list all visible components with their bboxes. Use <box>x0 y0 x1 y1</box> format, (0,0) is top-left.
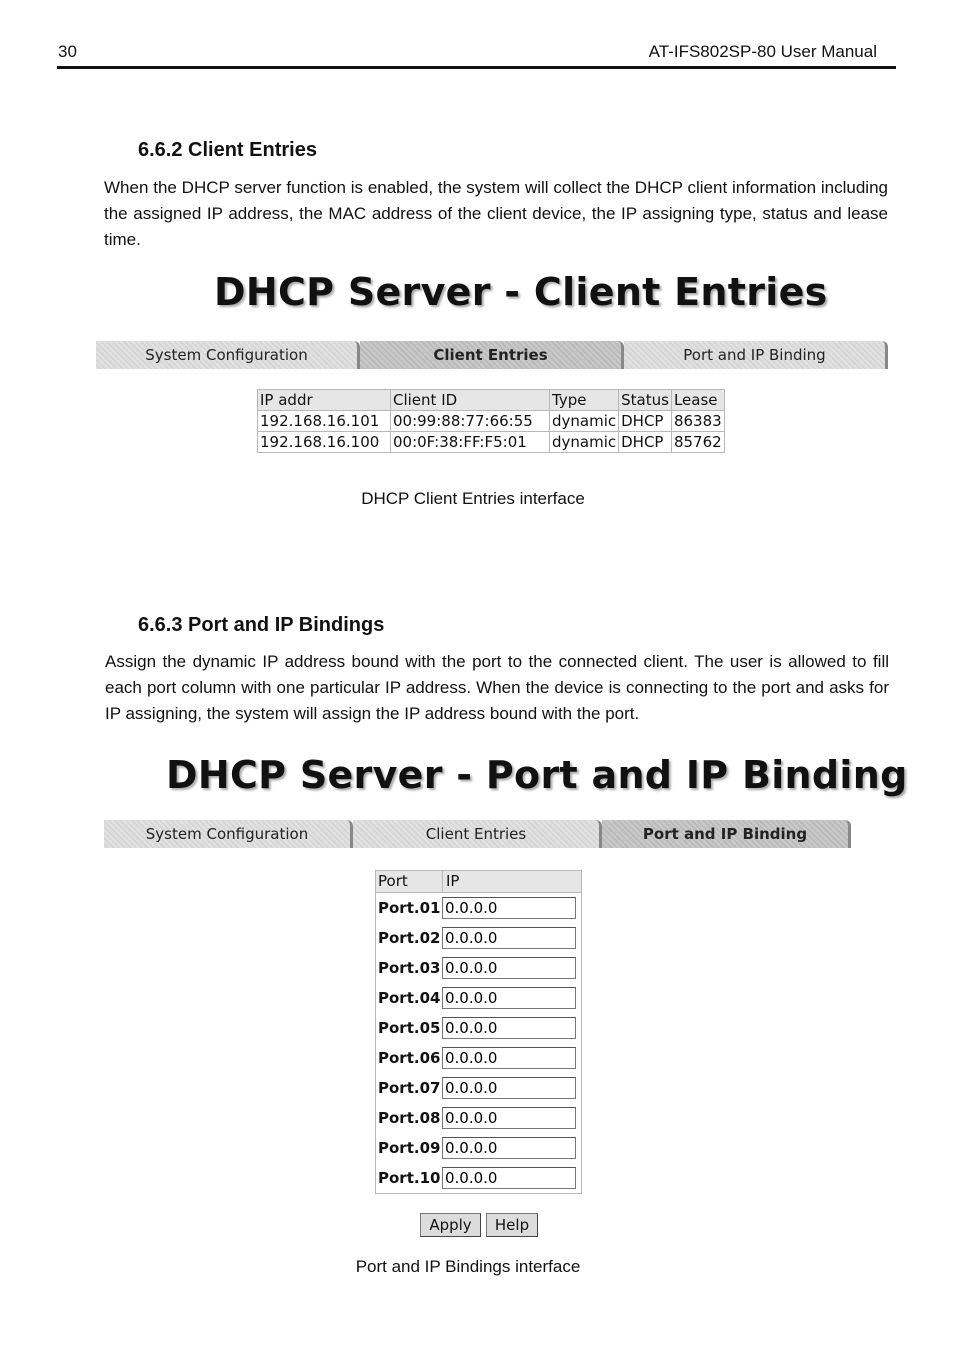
port-label: Port.10 <box>378 1169 441 1187</box>
cell-client-id: 00:0F:38:FF:F5:01 <box>391 432 550 453</box>
port-label: Port.04 <box>378 989 441 1007</box>
tab-port-ip-binding[interactable]: Port and IP Binding <box>602 820 851 848</box>
port-label: Port.06 <box>378 1049 441 1067</box>
tab-system-configuration[interactable]: System Configuration <box>104 820 353 848</box>
port-label: Port.01 <box>378 899 441 917</box>
client-entries-table <box>257 389 725 453</box>
tab-port-ip-binding[interactable]: Port and IP Binding <box>624 341 888 369</box>
port-ip-input[interactable] <box>442 1167 576 1189</box>
table-row <box>376 1043 581 1073</box>
client-entries-caption: DHCP Client Entries interface <box>361 489 585 508</box>
port-ip-input[interactable] <box>442 897 576 919</box>
table-row <box>376 1163 581 1193</box>
col-port: Port <box>376 871 443 892</box>
col-client-id: Client ID <box>391 390 550 411</box>
col-status: Status <box>619 390 672 411</box>
table-row <box>376 923 581 953</box>
cell-ip: 192.168.16.100 <box>258 432 391 453</box>
port-label: Port.07 <box>378 1079 441 1097</box>
table-header-row <box>258 390 725 411</box>
tab-system-configuration[interactable]: System Configuration <box>96 341 360 369</box>
col-lease: Lease <box>671 390 724 411</box>
port-ip-binding-tabbar <box>104 820 851 848</box>
port-ip-input[interactable] <box>442 957 576 979</box>
cell-ip: 192.168.16.101 <box>258 411 391 432</box>
port-ip-input[interactable] <box>442 1017 576 1039</box>
header-divider <box>57 66 896 69</box>
cell-lease: 86383 <box>671 411 724 432</box>
port-label: Port.09 <box>378 1139 441 1157</box>
table-row <box>376 1133 581 1163</box>
port-label: Port.03 <box>378 959 441 977</box>
client-entries-ui-title: DHCP Server - Client Entries <box>214 270 828 314</box>
col-ip-addr: IP addr <box>258 390 391 411</box>
client-entries-tabbar <box>96 341 888 369</box>
port-ip-input[interactable] <box>442 1107 576 1129</box>
port-ip-bindings-caption: Port and IP Bindings interface <box>355 1257 581 1276</box>
port-label: Port.05 <box>378 1019 441 1037</box>
table-header-row <box>376 871 581 893</box>
table-row <box>376 953 581 983</box>
cell-type: dynamic <box>550 411 619 432</box>
section-heading-client-entries: 6.6.2 Client Entries <box>138 139 317 161</box>
page-number: 30 <box>58 42 77 61</box>
port-ip-input[interactable] <box>442 927 576 949</box>
tab-client-entries[interactable]: Client Entries <box>353 820 602 848</box>
port-ip-input[interactable] <box>442 1047 576 1069</box>
cell-client-id: 00:99:88:77:66:55 <box>391 411 550 432</box>
table-row <box>376 1073 581 1103</box>
port-rows <box>376 893 581 1193</box>
port-ip-input[interactable] <box>442 1077 576 1099</box>
port-label: Port.08 <box>378 1109 441 1127</box>
port-ip-input[interactable] <box>442 1137 576 1159</box>
help-button[interactable]: Help <box>486 1213 538 1237</box>
section-heading-port-ip-bindings: 6.6.3 Port and IP Bindings <box>138 614 385 636</box>
cell-type: dynamic <box>550 432 619 453</box>
tab-client-entries[interactable]: Client Entries <box>360 341 624 369</box>
table-row <box>376 893 581 923</box>
client-entries-paragraph: When the DHCP server function is enabled, the system will collect the DHCP client information including the assigned IP address, the MAC address of the client device, the IP assigning type, status and lease time. <box>104 178 888 249</box>
manual-title: AT-IFS802SP-80 User Manual <box>648 42 877 61</box>
port-ip-bindings-paragraph: Assign the dynamic IP address bound with the port to the connected client. The user is allowed to fill each port column with one particular IP address. When the device is connecting to the port and asks for IP assigning, the system will assign the IP address bound with the port. <box>105 652 889 723</box>
table-row <box>258 411 725 432</box>
table-row <box>376 1013 581 1043</box>
cell-status: DHCP <box>619 411 672 432</box>
port-ip-binding-ui-title: DHCP Server - Port and IP Binding <box>166 753 908 797</box>
port-ip-binding-table <box>375 870 582 1194</box>
cell-lease: 85762 <box>671 432 724 453</box>
col-type: Type <box>550 390 619 411</box>
col-ip: IP <box>446 872 460 890</box>
apply-button[interactable]: Apply <box>420 1213 481 1237</box>
table-row <box>376 983 581 1013</box>
table-row <box>376 1103 581 1133</box>
table-row <box>258 432 725 453</box>
port-ip-input[interactable] <box>442 987 576 1009</box>
cell-status: DHCP <box>619 432 672 453</box>
port-label: Port.02 <box>378 929 441 947</box>
